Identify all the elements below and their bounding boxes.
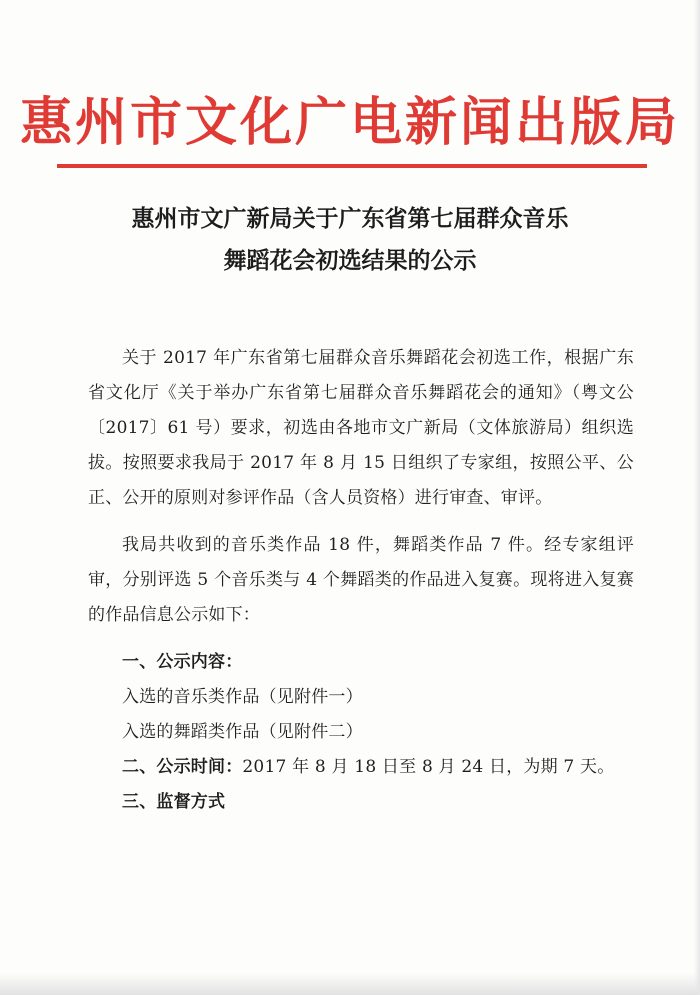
paragraph-results: 我局共收到的音乐类作品 18 件，舞蹈类作品 7 件。经专家组评审，分别评选 5 个音乐类与 4 个舞蹈类的作品进入复赛。现将进入复赛的作品信息公示如下： [88, 535, 634, 625]
section2-line [88, 750, 634, 785]
section2-text: 2017 年 8 月 18 日至 8 月 24 日，为期 7 天。 [242, 757, 615, 777]
document-title-line2: 舞蹈花会初选结果的公示 [223, 247, 477, 274]
masthead-red-rule [57, 164, 647, 168]
section2-heading: 二、公示时间： [122, 757, 243, 777]
paragraph-intro: 关于 2017 年广东省第七届群众音乐舞蹈花会初选工作，根据广东省文化厅《关于举办广东省第七届群众音乐舞蹈花会的通知》（粤文公〔2017〕61 号）要求，初选由各地市文广新局（文体旅游局）组织选拔。按照要求我局于 2017 年 8 月 15 日组织了专家组，按照公平、公正、公开的原则对参评作品（含人员资格）进行审查、审评。 [88, 348, 634, 508]
item-dance-works: 入选的舞蹈类作品（见附件二） [122, 722, 363, 742]
section1-heading: 一、公示内容： [122, 652, 243, 672]
masthead-org-name: 惠州市文化广电新闻出版局 [19, 92, 680, 153]
document-title-line1: 惠州市文广新局关于广东省第七届群众音乐 [131, 205, 569, 232]
scan-shadow-bottom [0, 973, 700, 995]
document-body [88, 341, 634, 820]
scan-shadow-right [694, 0, 700, 995]
section3-heading: 三、监督方式 [122, 792, 226, 812]
item-music-works: 入选的音乐类作品（见附件一） [122, 687, 363, 707]
